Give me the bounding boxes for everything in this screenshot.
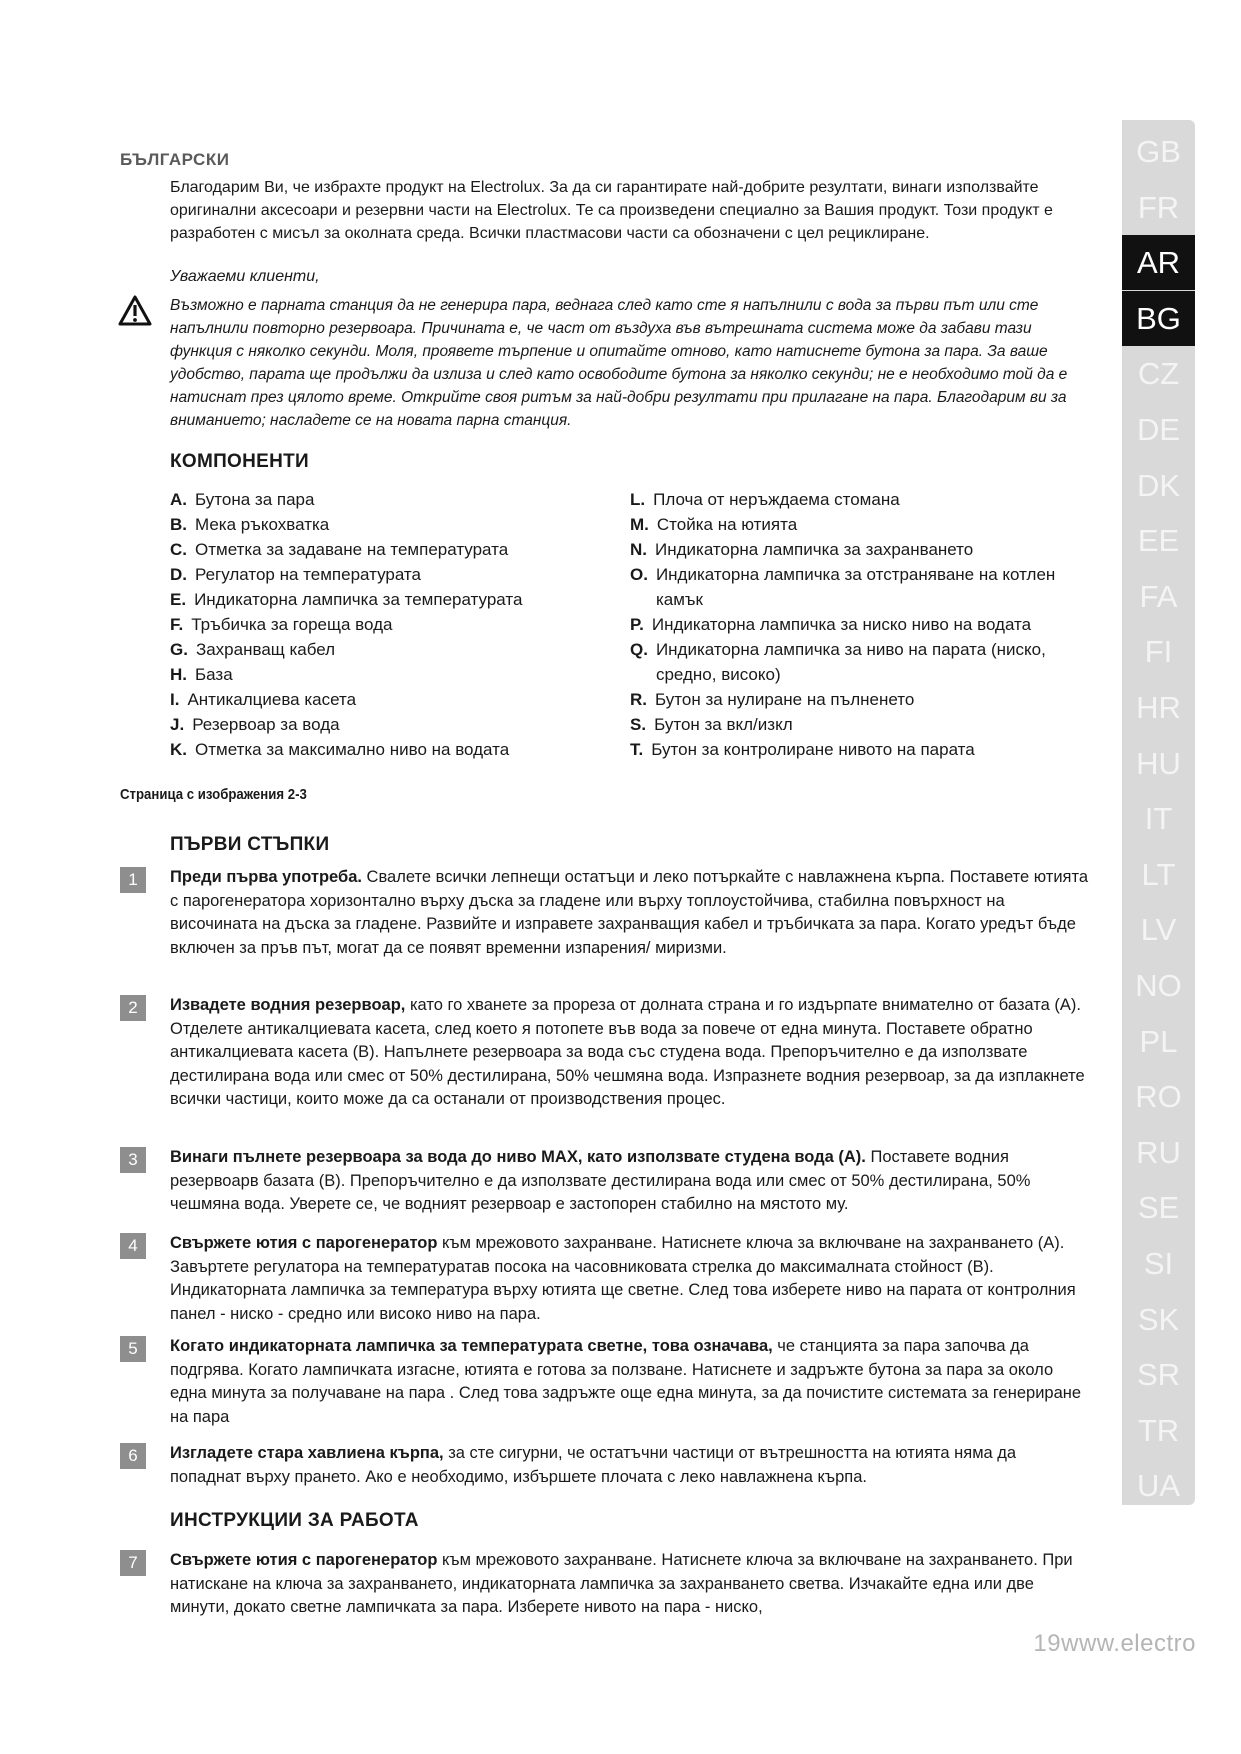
language-title: БЪЛГАРСКИ bbox=[120, 150, 230, 169]
warning-icon bbox=[118, 295, 152, 327]
language-tab-tr[interactable]: TR bbox=[1137, 1412, 1180, 1448]
step-text bbox=[170, 1549, 1090, 1620]
component-letter: T. bbox=[630, 740, 644, 759]
step-number-badge: 3 bbox=[120, 1147, 146, 1173]
component-label: Резервоар за вода bbox=[192, 715, 340, 734]
language-tab-fi[interactable]: FI bbox=[1144, 634, 1173, 670]
component-label: Индикаторна лампичка за ниво на парата (ниско, средно, високо) bbox=[655, 640, 1046, 684]
component-item bbox=[170, 662, 610, 687]
step-lead: Свържете ютия с парогенератор bbox=[170, 1234, 438, 1252]
component-letter: D. bbox=[170, 565, 187, 584]
component-item bbox=[170, 687, 610, 712]
component-item bbox=[630, 637, 1070, 687]
component-letter: R. bbox=[630, 690, 647, 709]
component-item bbox=[170, 612, 610, 637]
step-text bbox=[170, 866, 1090, 960]
component-item bbox=[170, 637, 610, 662]
component-label: Индикаторна лампичка за захранването bbox=[655, 540, 974, 559]
component-label: Антикалциева касета bbox=[187, 690, 357, 709]
component-item bbox=[630, 712, 1070, 737]
step-lead: Изгладете стара хавлиена кърпа, bbox=[170, 1444, 444, 1462]
component-item bbox=[630, 487, 1070, 512]
step-number-badge: 5 bbox=[120, 1336, 146, 1362]
step-text bbox=[170, 1442, 1090, 1489]
component-item bbox=[630, 537, 1070, 562]
step-text bbox=[170, 1232, 1090, 1326]
language-tab-fa[interactable]: FA bbox=[1139, 578, 1178, 614]
step-lead: Извадете водния резервоар, bbox=[170, 996, 406, 1014]
component-item bbox=[630, 512, 1070, 537]
language-tab-si[interactable]: SI bbox=[1143, 1246, 1174, 1281]
components-heading: КОМПОНЕНТИ bbox=[170, 451, 310, 472]
step-body: Поставете водния резервоарв базата (B). Препоръчително е да използвате дестилирана вода или смес от 50% дестилирана, 50% чешмяна вода. Уверете се, че водният резервоар е застопорен стабилно на мястото му. bbox=[170, 1148, 1031, 1213]
component-letter: H. bbox=[170, 665, 187, 684]
component-letter: O. bbox=[630, 565, 648, 584]
warning-text: Възможно е парната станция да не генерира пара, веднага след като сте я напълнили с вода за първи път или сте напълнили повторно резервоара. Причината е, че част от въздуха във вътрешната система може да забави тази функция с няколко секунди. Моля, проявете търпение и опитайте отново, като натиснете бутона за пара. За ваше удобство, парата ще продължи да излиза и след като освободите бутона за няколко секунди; не е необходимо той да е натиснат през цялото време. Открийте своя ритъм за най-добри резултати при прилагане на пара. Благодарим ви за вниманието; насладете се на новата парна станция. bbox=[170, 297, 1068, 429]
component-label: Индикаторна лампичка за отстраняване на котлен камък bbox=[655, 565, 1056, 609]
language-tab-it[interactable]: IT bbox=[1144, 801, 1173, 837]
component-item bbox=[630, 687, 1070, 712]
component-label: Индикаторна лампичка за ниско ниво на водата bbox=[651, 615, 1032, 634]
components-list-right bbox=[630, 487, 1070, 762]
language-tab-ee[interactable]: EE bbox=[1137, 523, 1180, 559]
component-label: Мека ръкохватка bbox=[195, 515, 330, 534]
language-tab-gb[interactable]: GB bbox=[1136, 134, 1181, 169]
component-item bbox=[170, 562, 610, 587]
component-letter: B. bbox=[170, 515, 187, 534]
language-tab-bg[interactable]: BG bbox=[1122, 291, 1195, 346]
component-item bbox=[630, 562, 1070, 612]
step-number-badge: 2 bbox=[120, 995, 146, 1021]
step-body: Свалете всички лепнещи остатъци и леко потъркайте с навлажнена кърпа. Поставете ютията с парогенератора хоризонтално върху дъска за гладене или върху топлоустойчива, стабилна повърхност на височината на дъска за гладене. Развийте и изправете захранващия кабел и тръбичката за пара. Когато уредът бъде включен за пръв път, могат да се появят временни изпарения/ миризми. bbox=[170, 868, 1089, 957]
component-label: Плоча от неръждаема стомана bbox=[653, 490, 900, 509]
component-label: Отметка за максимално ниво на водата bbox=[195, 740, 510, 759]
step-lead: Преди първа употреба. bbox=[170, 868, 362, 886]
step-text bbox=[170, 1335, 1090, 1429]
component-item bbox=[170, 587, 610, 612]
component-letter: Q. bbox=[630, 640, 648, 659]
component-item bbox=[170, 737, 610, 762]
component-letter: A. bbox=[170, 490, 187, 509]
step-lead: Свържете ютия с парогенератор bbox=[170, 1551, 438, 1569]
step-text bbox=[170, 994, 1090, 1112]
component-label: Отметка за задаване на температурата bbox=[195, 540, 509, 559]
component-letter: J. bbox=[170, 715, 185, 734]
language-tab-pl[interactable]: PL bbox=[1139, 1023, 1178, 1059]
component-label: Бутон за вкл/изкл bbox=[654, 715, 793, 734]
page-footer: 19www.electro bbox=[1033, 1630, 1196, 1657]
first-steps-heading: ПЪРВИ СТЪПКИ bbox=[170, 834, 330, 855]
component-label: Стойка на ютията bbox=[656, 515, 798, 534]
component-letter: M. bbox=[630, 515, 649, 534]
language-tab-dk[interactable]: DK bbox=[1136, 467, 1181, 503]
component-label: Бутона за пара bbox=[195, 490, 315, 509]
language-tab-hu[interactable]: HU bbox=[1136, 745, 1181, 781]
step-number-badge: 4 bbox=[120, 1233, 146, 1259]
component-item bbox=[630, 612, 1070, 637]
step-body: към мрежовото захранване. Натиснете ключа за включване на захранването. При натискане на ключа за захранването, индикаторната лампичка за захранването светва. Изчакайте една или две минути, докато светне лампичката за пара. Изберете нивото на пара - ниско, bbox=[170, 1551, 1073, 1616]
component-letter: F. bbox=[170, 615, 184, 634]
step-number-badge: 6 bbox=[120, 1443, 146, 1469]
component-letter: L. bbox=[630, 490, 646, 509]
component-label: Тръбичка за гореща вода bbox=[191, 615, 393, 634]
step-body: към мрежовото захранване. Натиснете ключа за включване на захранването (A). Завъртете регулатора на температуратав посока на часовниковата стрелка до максималната стойност (B). Индикаторната лампичка за температура върху ютията ще светне. След това изберете ниво на парата от контролния панел - ниско - средно или високо ниво на пара. bbox=[170, 1234, 1076, 1323]
step-body: за сте сигурни, че остатъчни частици от вътрешността на ютията няма да попаднат върху прането. Ако е необходимо, избършете плочата с леко навлажнена кърпа. bbox=[170, 1444, 1017, 1486]
component-label: Бутон за контролиране нивото на парата bbox=[651, 740, 975, 759]
greeting: Уважаеми клиенти, bbox=[170, 268, 320, 285]
step-number-badge: 7 bbox=[120, 1550, 146, 1576]
step-body: че станцията за пара започва да подгрява. Когато лампичката изгасне, ютията е готова за ползване. Натиснете и задръжте бутона за пара за около една минута за получаване на пара . След това задръжте още една минута, за да почистите системата за генериране на пара bbox=[170, 1337, 1082, 1426]
language-tab-lv[interactable]: LV bbox=[1140, 912, 1177, 948]
step-lead: Винаги пълнете резервоара за вода до ниво MAX, като използвате студена вода (A). bbox=[170, 1148, 866, 1166]
component-letter: N. bbox=[630, 540, 647, 559]
language-tab-lt[interactable]: LT bbox=[1141, 856, 1176, 892]
component-item bbox=[170, 712, 610, 737]
step-body: като го хванете за прореза от долната страна и го издърпате внимателно от базата (A). Отделете антикалциевата касета, след което я потопете във вода за повече от една минута. Поставете обратно антикалциевата касета (B). Напълнете резервоара за вода със студена вода. Препоръчително е да използвате дестилирана вода или смес от 50% дестилирана, 50% чешмяна вода. Изпразнете водния резервоар, за да изплакнете всички частици, които може да са останали от производствения процес. bbox=[170, 996, 1085, 1108]
component-label: Индикаторна лампичка за температурата bbox=[194, 590, 523, 609]
component-letter: I. bbox=[170, 690, 180, 709]
language-tab-no[interactable]: NO bbox=[1135, 968, 1182, 1003]
component-item bbox=[170, 537, 610, 562]
language-tab-ua[interactable]: UA bbox=[1136, 1468, 1181, 1504]
language-tab-hr[interactable]: HR bbox=[1136, 690, 1181, 725]
component-item bbox=[630, 737, 1070, 762]
language-tab-de[interactable]: DE bbox=[1136, 412, 1181, 447]
intro-paragraph: Благодарим Ви, че избрахте продукт на Electrolux. За да си гарантирате най-добрите резултати, винаги използвайте оригинални аксесоари и резервни части на Electrolux. Те са произведени специално за Вашия продукт. Този продукт е разработен с мисъл за околната среда. Всички пластмасови части са обозначени с цел рециклиране. bbox=[170, 179, 1053, 242]
component-letter: S. bbox=[630, 715, 647, 734]
component-label: Бутон за нулиране на пълненето bbox=[655, 690, 915, 709]
component-item bbox=[170, 512, 610, 537]
component-item bbox=[170, 487, 610, 512]
step-number-badge: 1 bbox=[120, 867, 146, 893]
component-letter: G. bbox=[170, 640, 188, 659]
language-tab-cz[interactable]: CZ bbox=[1137, 356, 1180, 392]
language-tab-ru[interactable]: RU bbox=[1136, 1134, 1181, 1170]
language-tab-sr[interactable]: SR bbox=[1136, 1357, 1181, 1393]
component-letter: K. bbox=[170, 740, 187, 759]
step-lead: Когато индикаторната лампичка за температурата светне, това означава, bbox=[170, 1337, 773, 1355]
component-letter: P. bbox=[630, 615, 644, 634]
component-label: Регулатор на температурата bbox=[195, 565, 421, 584]
components-list-left bbox=[170, 487, 610, 762]
language-tab-se[interactable]: SE bbox=[1137, 1190, 1180, 1226]
language-tab-sk[interactable]: SK bbox=[1137, 1301, 1180, 1337]
language-tab-ar[interactable]: AR bbox=[1122, 235, 1195, 290]
pages-reference: Страница с изображения 2-3 bbox=[120, 786, 307, 803]
component-letter: C. bbox=[170, 540, 187, 559]
language-tab-ro[interactable]: RO bbox=[1135, 1079, 1182, 1115]
step-text bbox=[170, 1146, 1090, 1217]
language-tabs bbox=[1122, 120, 1195, 1505]
component-label: Захранващ кабел bbox=[195, 640, 336, 659]
language-tab-fr[interactable]: FR bbox=[1137, 189, 1180, 225]
operation-heading: ИНСТРУКЦИИ ЗА РАБОТА bbox=[170, 1510, 419, 1531]
component-letter: E. bbox=[170, 590, 187, 609]
component-label: База bbox=[195, 665, 233, 684]
